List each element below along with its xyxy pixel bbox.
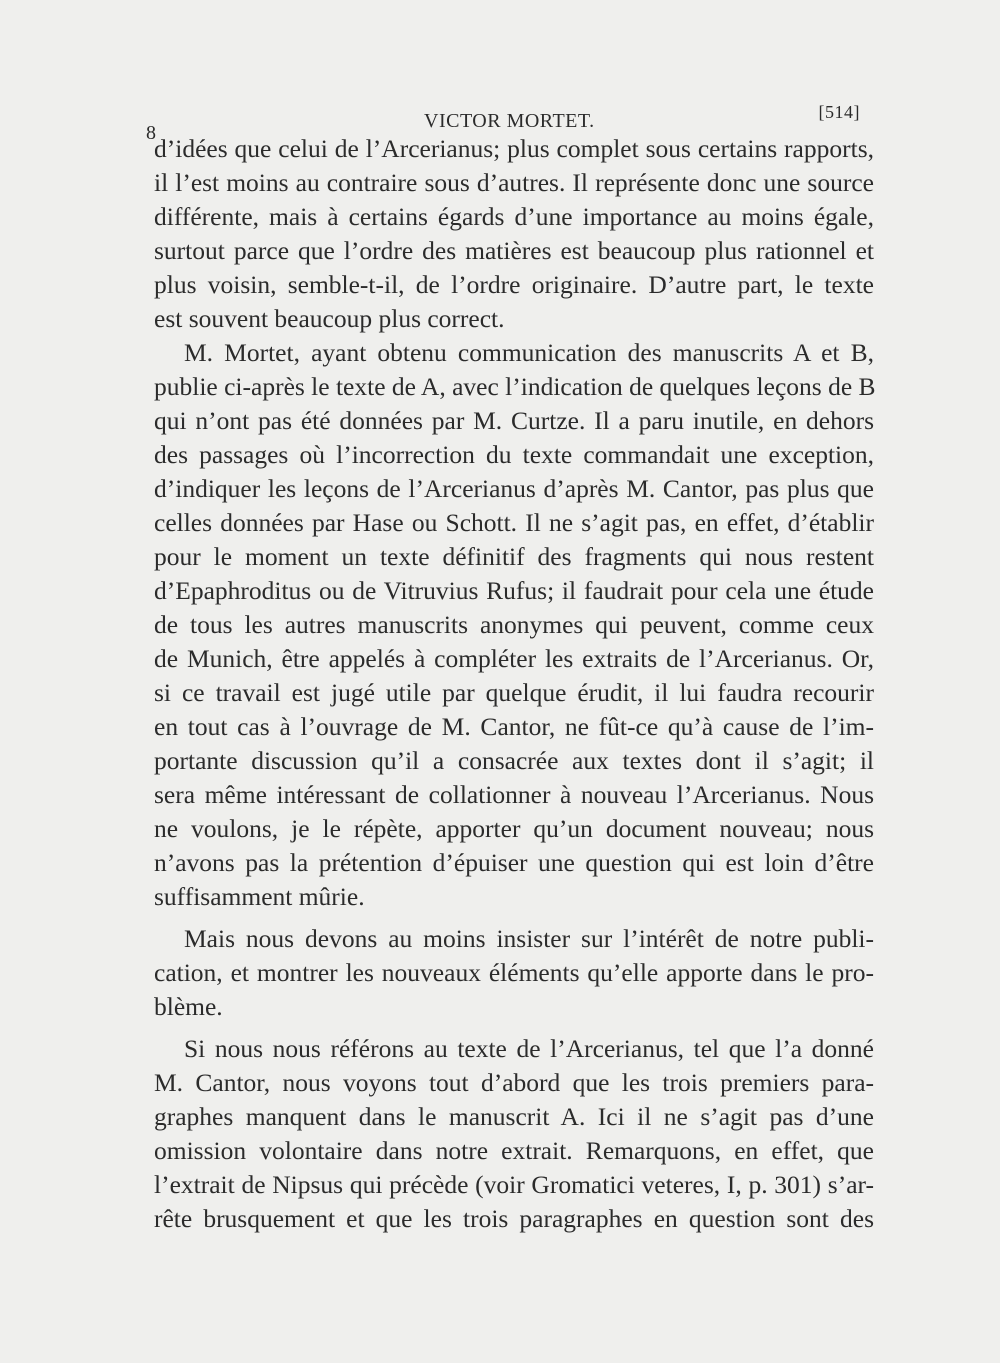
- text-line: surtout parce que l’ordre des matières est beaucoup plus rationnel et: [154, 236, 874, 265]
- text-line: l’extrait de Nipsus qui précède (voir Gromatici veteres, I, p. 301) s’ar-: [154, 1170, 874, 1199]
- text-line: M. Mortet, ayant obtenu communication des manuscrits A et B,: [184, 338, 874, 367]
- text-line: est souvent beaucoup plus correct.: [154, 304, 505, 333]
- text-line: suffisamment mûrie.: [154, 882, 365, 911]
- text-line: si ce travail est jugé utile par quelque érudit, il lui faudra recourir: [154, 678, 874, 707]
- text-line: pour le moment un texte définitif des fragments qui nous restent: [154, 542, 874, 571]
- body-text: [154, 132, 874, 1236]
- text-line: celles données par Hase ou Schott. Il ne s’agit pas, en effet, d’établir: [154, 508, 874, 537]
- text-line: plus voisin, semble-t-il, de l’ordre originaire. D’autre part, le texte: [154, 270, 874, 299]
- text-line: rête brusquement et que les trois paragraphes en question sont des: [154, 1204, 874, 1233]
- text-line: blème.: [154, 992, 223, 1021]
- text-line: publie ci-après le texte de A, avec l’indication de quelques leçons de B: [154, 372, 876, 401]
- running-title: VICTOR MORTET.: [424, 110, 595, 132]
- text-line: portante discussion qu’il a consacrée aux textes dont il s’agit; il: [154, 746, 874, 775]
- page-number: 8: [146, 122, 157, 144]
- paragraph: [154, 922, 874, 1024]
- paragraph: [154, 1032, 874, 1236]
- text-line: qui n’ont pas été données par M. Curtze. Il a paru inutile, en dehors: [154, 406, 874, 435]
- text-line: en tout cas à l’ouvrage de M. Cantor, ne fût-ce qu’à cause de l’im-: [154, 712, 874, 741]
- paragraph: [154, 336, 874, 914]
- text-line: n’avons pas la prétention d’épuiser une question qui est loin d’être: [154, 848, 874, 877]
- text-line: omission volontaire dans notre extrait. Remarquons, en effet, que: [154, 1136, 874, 1165]
- text-line: sera même intéressant de collationner à nouveau l’Arcerianus. Nous: [154, 780, 874, 809]
- text-line: d’idées que celui de l’Arcerianus; plus complet sous certains rapports,: [154, 134, 874, 163]
- text-line: Mais nous devons au moins insister sur l’intérêt de notre publi-: [184, 924, 874, 953]
- text-line: il l’est moins au contraire sous d’autres. Il représente donc une source: [154, 168, 874, 197]
- text-line: Si nous nous référons au texte de l’Arcerianus, tel que l’a donné: [184, 1034, 874, 1063]
- text-line: d’Epaphroditus ou de Vitruvius Rufus; il faudrait pour cela une étude: [154, 576, 874, 605]
- text-line: graphes manquent dans le manuscrit A. Ici il ne s’agit pas d’une: [154, 1102, 874, 1131]
- folio-number: [514]: [818, 102, 860, 122]
- paragraph-gap: [154, 914, 874, 922]
- text-line: ne voulons, je le répète, apporter qu’un document nouveau; nous: [154, 814, 874, 843]
- text-line: cation, et montrer les nouveaux éléments qu’elle apporte dans le pro-: [154, 958, 874, 987]
- text-line: d’indiquer les leçons de l’Arcerianus d’après M. Cantor, pas plus que: [154, 474, 874, 503]
- text-line: de tous les autres manuscrits anonymes qui peuvent, comme ceux: [154, 610, 874, 639]
- paragraph: [154, 132, 874, 336]
- text-line: M. Cantor, nous voyons tout d’abord que les trois premiers para-: [154, 1068, 874, 1097]
- paragraph-gap: [154, 1024, 874, 1032]
- text-line: de Munich, être appelés à compléter les extraits de l’Arcerianus. Or,: [154, 644, 874, 673]
- text-line: des passages où l’incorrection du texte commandait une exception,: [154, 440, 874, 469]
- text-line: différente, mais à certains égards d’une importance au moins égale,: [154, 202, 874, 231]
